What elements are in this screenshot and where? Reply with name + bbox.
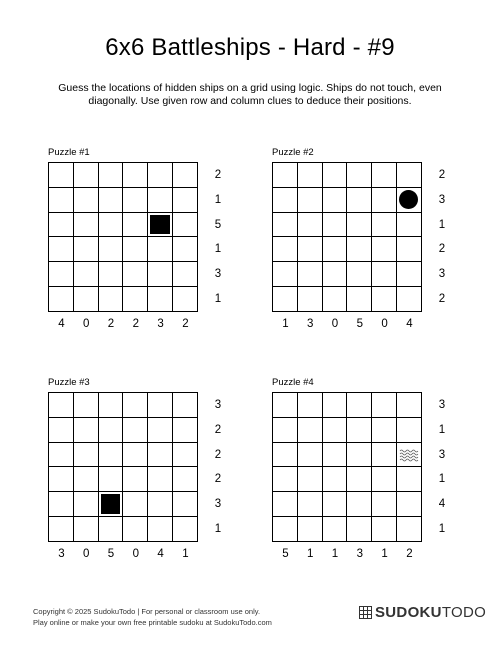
grid-cell[interactable] bbox=[347, 393, 372, 418]
grid-cell[interactable] bbox=[372, 262, 397, 287]
row-clue: 1 bbox=[214, 193, 222, 206]
copyright-text: Copyright © 2025 SudokuTodo | For personal or classroom use only. bbox=[33, 607, 261, 616]
grid-cell[interactable] bbox=[49, 418, 74, 443]
column-clue: 0 bbox=[331, 318, 339, 330]
grid-cell[interactable] bbox=[148, 213, 173, 238]
grid-cell[interactable] bbox=[173, 418, 198, 443]
grid-cell[interactable] bbox=[347, 467, 372, 492]
grid-cell[interactable] bbox=[347, 213, 372, 238]
column-clue: 0 bbox=[381, 318, 388, 330]
grid-cell[interactable] bbox=[323, 492, 348, 517]
grid-cell[interactable] bbox=[273, 418, 298, 443]
grid-cell[interactable] bbox=[99, 188, 124, 213]
grid-cell[interactable] bbox=[74, 443, 99, 468]
grid-icon bbox=[359, 606, 372, 619]
row-clue: 2 bbox=[438, 293, 446, 305]
grid-cell[interactable] bbox=[148, 188, 173, 213]
grid-cell[interactable] bbox=[372, 213, 397, 238]
grid-cell[interactable] bbox=[323, 443, 348, 468]
grid-cell[interactable] bbox=[323, 188, 348, 213]
grid-cell[interactable] bbox=[397, 237, 422, 262]
grid-cell[interactable] bbox=[173, 237, 198, 262]
grid-cell[interactable] bbox=[372, 467, 397, 492]
grid-cell[interactable] bbox=[123, 517, 148, 542]
grid-cell[interactable] bbox=[123, 393, 148, 418]
grid-cell[interactable] bbox=[372, 418, 397, 443]
grid-cell[interactable] bbox=[372, 393, 397, 418]
column-clue: 0 bbox=[82, 318, 90, 330]
column-clue: 0 bbox=[132, 548, 139, 560]
logo bbox=[359, 604, 486, 621]
row-clue: 1 bbox=[214, 243, 222, 256]
grid-cell[interactable] bbox=[99, 393, 124, 418]
column-clue: 2 bbox=[107, 318, 115, 330]
instructions: Guess the locations of hidden ships on a grid using logic. Ships do not touch, even diagonally. Use given row and column clues to deduce their positions. bbox=[58, 82, 442, 107]
grid-cell[interactable] bbox=[123, 188, 148, 213]
grid-cell[interactable] bbox=[397, 467, 422, 492]
row-clue: 4 bbox=[438, 498, 446, 511]
row-clue: 1 bbox=[438, 523, 446, 535]
grid-cell[interactable] bbox=[347, 237, 372, 262]
grid-cell[interactable] bbox=[74, 163, 99, 188]
grid-cell[interactable] bbox=[347, 262, 372, 287]
grid-cell[interactable] bbox=[49, 237, 74, 262]
grid-cell[interactable] bbox=[397, 492, 422, 517]
grid-cell[interactable] bbox=[99, 262, 124, 287]
puzzle-1 bbox=[48, 147, 248, 347]
row-clue: 2 bbox=[214, 473, 222, 486]
grid-cell[interactable] bbox=[148, 517, 173, 542]
row-clue: 1 bbox=[214, 293, 222, 305]
grid-cell[interactable] bbox=[372, 492, 397, 517]
grid-cell[interactable] bbox=[49, 213, 74, 238]
column-clue: 5 bbox=[107, 548, 115, 560]
grid-cell[interactable] bbox=[347, 163, 372, 188]
column-clue: 2 bbox=[406, 548, 413, 560]
grid-cell[interactable] bbox=[298, 237, 323, 262]
grid-cell[interactable] bbox=[397, 287, 422, 312]
grid-cell[interactable] bbox=[148, 492, 173, 517]
column-clue: 0 bbox=[82, 548, 90, 560]
grid-cell[interactable] bbox=[347, 418, 372, 443]
grid-cell[interactable] bbox=[74, 213, 99, 238]
grid-cell[interactable] bbox=[372, 188, 397, 213]
grid-cell[interactable] bbox=[49, 517, 74, 542]
grid-cell[interactable] bbox=[49, 467, 74, 492]
column-clue: 1 bbox=[381, 548, 388, 560]
column-clue: 1 bbox=[282, 318, 289, 330]
grid-cell[interactable] bbox=[323, 213, 348, 238]
grid-cell[interactable] bbox=[273, 213, 298, 238]
grid-cell[interactable] bbox=[173, 262, 198, 287]
grid-cell[interactable] bbox=[372, 443, 397, 468]
column-clue: 1 bbox=[306, 548, 314, 560]
grid-cell[interactable] bbox=[298, 517, 323, 542]
grid-cell[interactable] bbox=[148, 287, 173, 312]
grid-cell[interactable] bbox=[123, 213, 148, 238]
grid-cell[interactable] bbox=[49, 287, 74, 312]
grid-cell[interactable] bbox=[273, 467, 298, 492]
grid-cell[interactable] bbox=[273, 443, 298, 468]
grid-cell[interactable] bbox=[397, 163, 422, 188]
grid-cell[interactable] bbox=[323, 237, 348, 262]
footer bbox=[33, 606, 272, 628]
grid-cell[interactable] bbox=[298, 393, 323, 418]
grid-cell[interactable] bbox=[323, 393, 348, 418]
grid-cell[interactable] bbox=[397, 418, 422, 443]
grid-cell[interactable] bbox=[148, 393, 173, 418]
column-clue: 5 bbox=[282, 548, 289, 560]
grid-cell[interactable] bbox=[173, 213, 198, 238]
puzzle-grid bbox=[272, 392, 422, 542]
grid-cell[interactable] bbox=[74, 188, 99, 213]
grid-cell[interactable] bbox=[173, 163, 198, 188]
grid-cell[interactable] bbox=[99, 517, 124, 542]
grid-cell[interactable] bbox=[74, 237, 99, 262]
grid-cell[interactable] bbox=[273, 262, 298, 287]
row-clue: 3 bbox=[438, 399, 446, 411]
grid-cell[interactable] bbox=[298, 492, 323, 517]
grid-cell[interactable] bbox=[298, 262, 323, 287]
row-clue: 3 bbox=[214, 268, 222, 281]
grid-cell[interactable] bbox=[99, 418, 124, 443]
puzzle-2 bbox=[272, 147, 472, 347]
grid-cell[interactable] bbox=[397, 393, 422, 418]
grid-cell[interactable] bbox=[273, 237, 298, 262]
grid-cell[interactable] bbox=[99, 213, 124, 238]
grid-cell[interactable] bbox=[372, 517, 397, 542]
row-clue: 3 bbox=[214, 498, 222, 511]
grid-cell[interactable] bbox=[49, 492, 74, 517]
grid-cell[interactable] bbox=[123, 237, 148, 262]
grid-cell[interactable] bbox=[99, 492, 124, 517]
column-clue: 3 bbox=[157, 318, 164, 330]
grid-cell[interactable] bbox=[298, 418, 323, 443]
grid-cell[interactable] bbox=[49, 393, 74, 418]
grid-cell[interactable] bbox=[123, 262, 148, 287]
grid-cell[interactable] bbox=[323, 418, 348, 443]
grid-cell[interactable] bbox=[372, 237, 397, 262]
grid-cell[interactable] bbox=[99, 163, 124, 188]
grid-cell[interactable] bbox=[298, 467, 323, 492]
grid-cell[interactable] bbox=[74, 262, 99, 287]
row-clue: 1 bbox=[438, 423, 446, 436]
grid-cell[interactable] bbox=[347, 492, 372, 517]
column-clue: 4 bbox=[157, 548, 164, 560]
column-clue: 3 bbox=[356, 548, 363, 560]
grid-cell[interactable] bbox=[397, 213, 422, 238]
grid-cell[interactable] bbox=[123, 163, 148, 188]
column-clue: 1 bbox=[182, 548, 189, 560]
grid-cell[interactable] bbox=[99, 287, 124, 312]
grid-cell[interactable] bbox=[123, 443, 148, 468]
row-clue: 1 bbox=[214, 523, 222, 535]
grid-cell[interactable] bbox=[49, 443, 74, 468]
grid-cell[interactable] bbox=[323, 517, 348, 542]
grid-cell[interactable] bbox=[148, 262, 173, 287]
grid-cell[interactable] bbox=[323, 163, 348, 188]
row-clue: 1 bbox=[438, 218, 446, 231]
grid-cell[interactable] bbox=[74, 287, 99, 312]
grid-cell[interactable] bbox=[99, 443, 124, 468]
grid-cell[interactable] bbox=[74, 393, 99, 418]
puzzle-grid bbox=[272, 162, 422, 312]
row-clue: 3 bbox=[438, 448, 446, 461]
logo-light-text: TODO bbox=[441, 604, 487, 621]
puzzle-label: Puzzle #2 bbox=[272, 147, 314, 158]
grid-cell[interactable] bbox=[298, 443, 323, 468]
puzzle-grid bbox=[48, 392, 198, 542]
grid-cell[interactable] bbox=[148, 237, 173, 262]
grid-cell[interactable] bbox=[347, 188, 372, 213]
grid-cell[interactable] bbox=[99, 467, 124, 492]
puzzle-grid bbox=[48, 162, 198, 312]
grid-cell[interactable] bbox=[347, 443, 372, 468]
grid-cell[interactable] bbox=[397, 262, 422, 287]
column-clue: 3 bbox=[306, 318, 314, 330]
ship-segment-icon bbox=[150, 215, 170, 235]
grid-cell[interactable] bbox=[298, 163, 323, 188]
column-clue: 1 bbox=[331, 548, 339, 560]
grid-cell[interactable] bbox=[173, 188, 198, 213]
row-clue: 3 bbox=[438, 268, 446, 281]
column-clue: 5 bbox=[356, 318, 363, 330]
grid-cell[interactable] bbox=[347, 287, 372, 312]
grid-cell[interactable] bbox=[148, 418, 173, 443]
row-clue: 2 bbox=[214, 169, 222, 181]
grid-cell[interactable] bbox=[397, 517, 422, 542]
grid-cell[interactable] bbox=[148, 163, 173, 188]
grid-cell[interactable] bbox=[173, 443, 198, 468]
grid-cell[interactable] bbox=[397, 443, 422, 468]
grid-cell[interactable] bbox=[123, 467, 148, 492]
grid-cell[interactable] bbox=[298, 287, 323, 312]
grid-cell[interactable] bbox=[273, 188, 298, 213]
grid-cell[interactable] bbox=[372, 163, 397, 188]
column-clue: 2 bbox=[132, 318, 139, 330]
column-clue: 3 bbox=[58, 548, 65, 560]
row-clue: 3 bbox=[438, 193, 446, 206]
puzzle-4 bbox=[272, 377, 472, 577]
grid-cell[interactable] bbox=[49, 188, 74, 213]
puzzle-3 bbox=[48, 377, 248, 577]
grid-cell[interactable] bbox=[99, 237, 124, 262]
grid-cell[interactable] bbox=[49, 262, 74, 287]
grid-cell[interactable] bbox=[173, 287, 198, 312]
grid-cell[interactable] bbox=[74, 492, 99, 517]
grid-cell[interactable] bbox=[273, 163, 298, 188]
page-title: 6x6 Battleships - Hard - #9 bbox=[105, 34, 395, 61]
grid-cell[interactable] bbox=[49, 163, 74, 188]
column-clue: 4 bbox=[58, 318, 65, 330]
promo-text: Play online or make your own free printable sudoku at SudokuTodo.com bbox=[33, 618, 272, 627]
column-clue: 2 bbox=[182, 318, 189, 330]
puzzle-label: Puzzle #4 bbox=[272, 377, 314, 388]
grid-cell[interactable] bbox=[273, 287, 298, 312]
column-clue: 4 bbox=[406, 318, 413, 330]
grid-cell[interactable] bbox=[148, 467, 173, 492]
grid-cell[interactable] bbox=[273, 393, 298, 418]
grid-cell[interactable] bbox=[123, 418, 148, 443]
row-clue: 2 bbox=[214, 423, 222, 436]
grid-cell[interactable] bbox=[323, 467, 348, 492]
row-clue: 2 bbox=[214, 448, 222, 461]
grid-cell[interactable] bbox=[74, 517, 99, 542]
grid-cell[interactable] bbox=[323, 262, 348, 287]
grid-cell[interactable] bbox=[148, 443, 173, 468]
grid-cell[interactable] bbox=[273, 492, 298, 517]
grid-cell[interactable] bbox=[397, 188, 422, 213]
grid-cell[interactable] bbox=[273, 517, 298, 542]
row-clue: 2 bbox=[438, 243, 446, 256]
grid-cell[interactable] bbox=[173, 393, 198, 418]
grid-cell[interactable] bbox=[74, 418, 99, 443]
grid-cell[interactable] bbox=[347, 517, 372, 542]
grid-cell[interactable] bbox=[123, 492, 148, 517]
row-clue: 1 bbox=[438, 473, 446, 486]
grid-cell[interactable] bbox=[298, 213, 323, 238]
ship-segment-icon bbox=[101, 494, 121, 514]
grid-cell[interactable] bbox=[298, 188, 323, 213]
puzzle-label: Puzzle #3 bbox=[48, 377, 90, 388]
grid-cell[interactable] bbox=[173, 467, 198, 492]
logo-bold-text: SUDOKU bbox=[375, 604, 442, 621]
grid-cell[interactable] bbox=[123, 287, 148, 312]
grid-cell[interactable] bbox=[372, 287, 397, 312]
grid-cell[interactable] bbox=[173, 492, 198, 517]
grid-cell[interactable] bbox=[74, 467, 99, 492]
grid-cell[interactable] bbox=[173, 517, 198, 542]
puzzle-label: Puzzle #1 bbox=[48, 147, 90, 158]
row-clue: 5 bbox=[214, 218, 222, 231]
submarine-icon bbox=[399, 190, 418, 209]
water-icon bbox=[397, 443, 421, 467]
row-clue: 3 bbox=[214, 399, 222, 411]
grid-cell[interactable] bbox=[323, 287, 348, 312]
row-clue: 2 bbox=[438, 169, 446, 181]
